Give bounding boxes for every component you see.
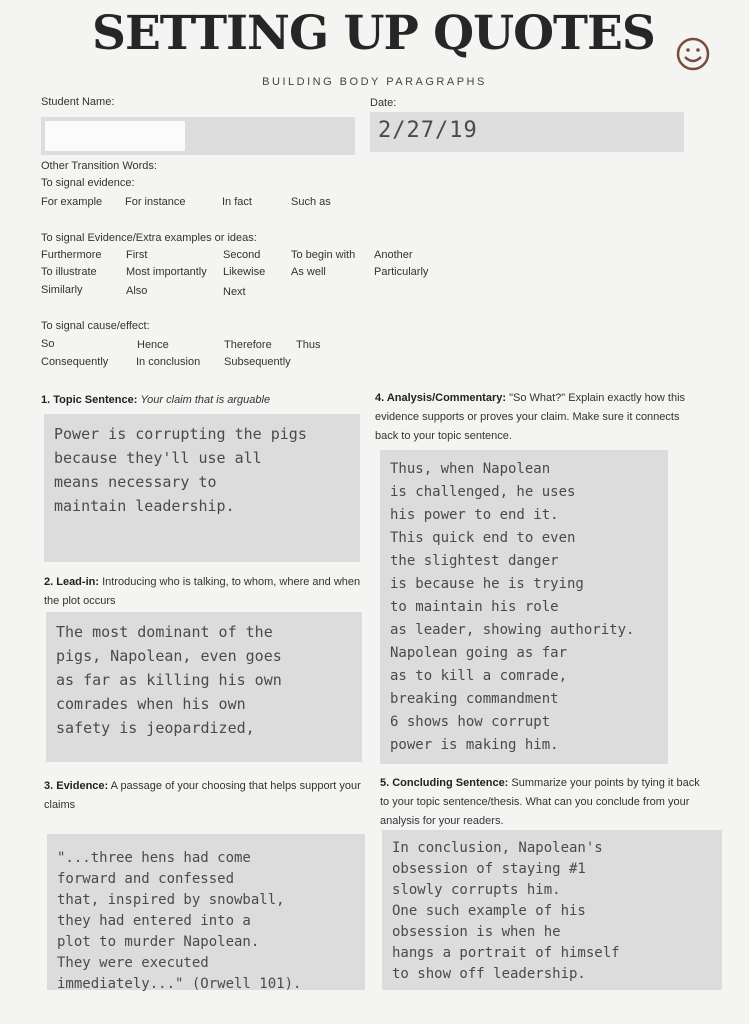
smiley-face-icon [675,36,711,72]
analysis-prompt [375,389,705,446]
lead-in-answer-box[interactable] [46,612,362,762]
topic-sentence-answer-box[interactable] [44,414,360,562]
date-value: 2/27/19 [378,118,478,143]
transition-word: Likewise [223,266,266,278]
date-field[interactable] [370,112,684,152]
transition-word: Thus [296,339,321,351]
transitions-heading: Other Transition Words: [41,160,157,172]
concluding-sentence-prompt [380,774,710,831]
transition-word: Subsequently [224,356,291,368]
transition-word: So [41,338,55,350]
transition-word: Therefore [224,339,272,351]
evidence-prompt [44,777,364,815]
page-title: SETTING UP QUOTES [92,6,655,61]
transition-word: As well [291,266,326,278]
section-title: 2. Lead-in: [44,576,100,588]
extra-signal-label: To signal Evidence/Extra examples or ideas: [41,232,257,244]
analysis-answer: Thus, when Napolean is challenged, he uses his power to end it. This quick end to even the slightest danger is because he is trying to maintain his role as leader, showing authority. Napolean going as far as to kill a comrade, breaking commandment 6 shows how corrupt power is making him. [390,461,635,753]
transition-word: Second [223,249,261,261]
section-title: 5. Concluding Sentence: [380,777,509,789]
evidence-answer: "...three hens had come forward and confessed that, inspired by snowball, they had entered into a plot to murder Napolean. They were executed immediately..." (Orwell 101). [57,850,302,992]
analysis-answer-box[interactable] [380,450,668,764]
student-name-label: Student Name: [41,96,115,108]
transition-word: Particularly [374,266,429,278]
section-title: 4. Analysis/Commentary: [375,392,507,404]
lead-in-answer: The most dominant of the pigs, Napolean, even goes as far as killing his own comrades when his own safety is jeopardized, [56,623,282,737]
transition-word: Consequently [41,356,109,368]
transition-word: To illustrate [41,266,97,278]
section-title: 1. Topic Sentence: [41,394,138,406]
date-label: Date: [370,97,397,109]
transition-word: For instance [125,196,186,208]
section-title: 3. Evidence: [44,780,109,792]
concluding-sentence-answer-box[interactable] [382,830,722,990]
transition-word: Most importantly [126,266,207,278]
concluding-sentence-answer: In conclusion, Napolean's obsession of staying #1 slowly corrupts him. One such example of his obsession is when he hangs a portrait of himself to show off leadership. [392,840,620,982]
topic-sentence-prompt [41,391,361,410]
transition-word: Hence [137,339,169,351]
transition-word: First [126,249,148,261]
transition-word: Next [223,286,246,298]
transition-word: Another [374,249,413,261]
transition-word: In fact [222,196,252,208]
section-description: Introducing who is talking, to whom, where and when the plot occurs [44,576,361,607]
section-description: Summarize your points by tying it back to your topic sentence/thesis. What can you conclude from your analysis for your readers. [380,777,700,827]
transition-word: To begin with [291,249,356,261]
section-description: A passage of your choosing that helps support your claims [44,780,361,811]
student-name-field[interactable] [41,117,355,155]
evidence-answer-box[interactable] [47,834,365,990]
lead-in-prompt [44,573,364,611]
transition-word: In conclusion [136,356,201,368]
transition-word: Such as [291,196,331,208]
student-name-value [45,121,185,151]
transition-word: For example [41,196,103,208]
transition-word: Similarly [41,284,83,296]
evidence-signal-label: To signal evidence: [41,177,135,189]
cause-signal-label: To signal cause/effect: [41,320,150,332]
section-description: "So What?" Explain exactly how this evidence supports or proves your claim. Make sure it connects back to your topic sentence. [375,392,686,442]
page-subtitle: BUILDING BODY PARAGRAPHS [262,76,487,88]
topic-sentence-answer: Power is corrupting the pigs because they'll use all means necessary to maintain leadership. [54,425,307,515]
section-description: Your claim that is arguable [140,394,271,406]
transition-word: Also [126,285,148,297]
transition-word: Furthermore [41,249,102,261]
